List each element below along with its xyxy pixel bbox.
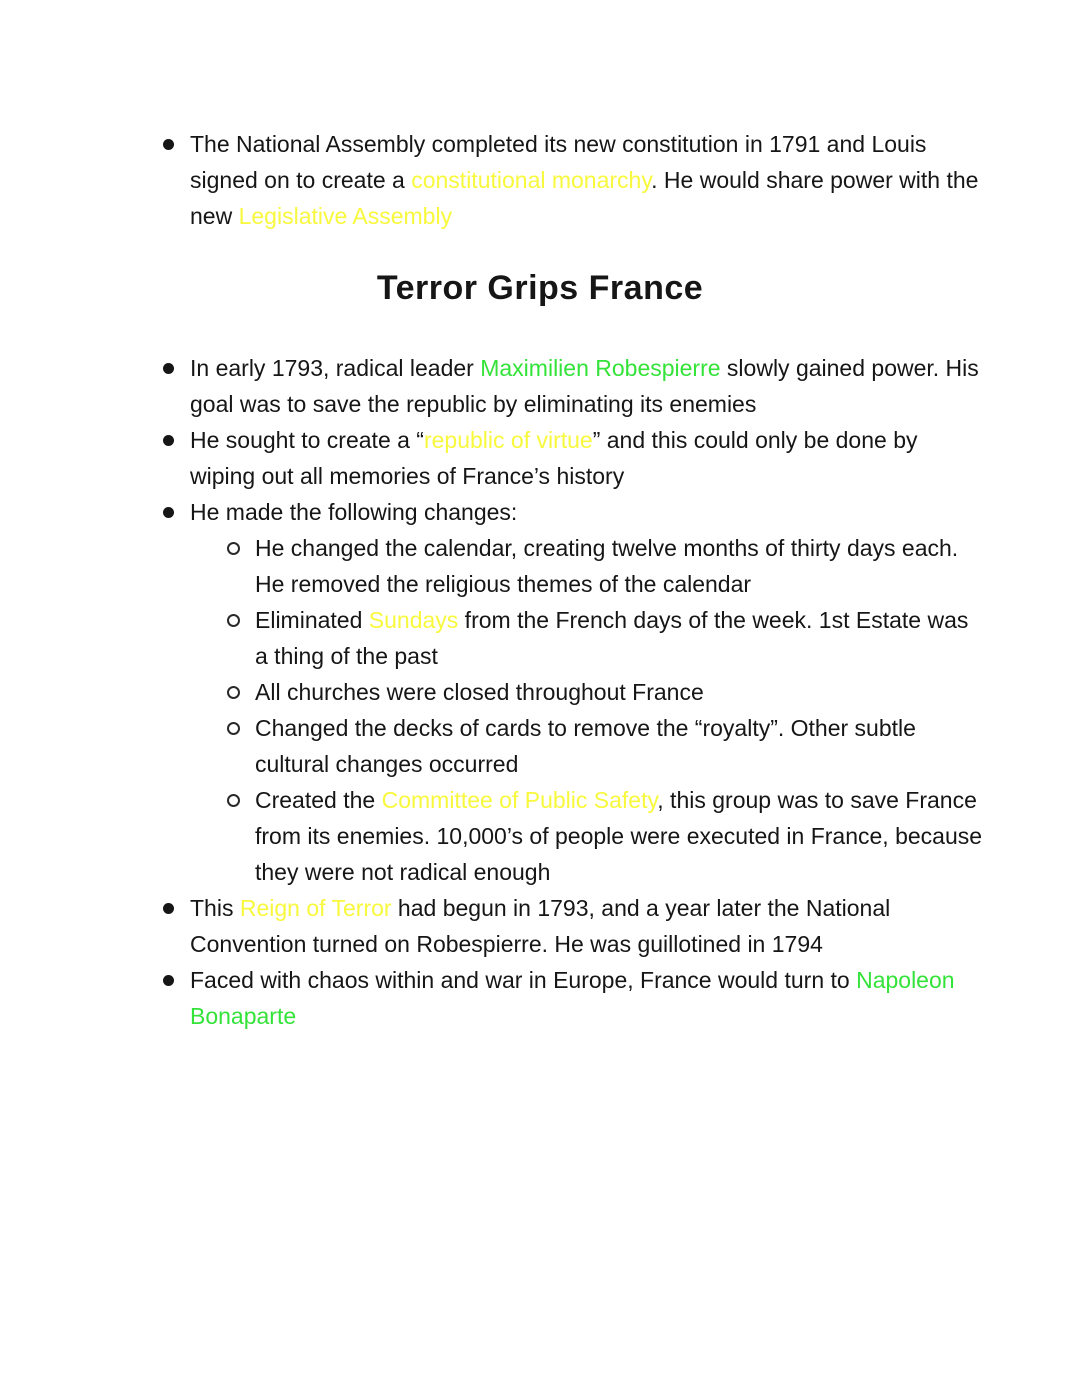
bullet-text bbox=[190, 962, 984, 1034]
text-run: This bbox=[190, 895, 240, 921]
highlighted-term: Legislative Assembly bbox=[238, 203, 453, 229]
filled-bullet-glyph bbox=[163, 903, 174, 914]
text-run: Faced with chaos within and war in Europe, France would turn to bbox=[190, 967, 857, 993]
bullet-text bbox=[190, 350, 984, 422]
highlighted-term: republic of virtue bbox=[423, 427, 593, 453]
filled-bullet-icon bbox=[163, 126, 190, 234]
text-run: In early 1793, radical leader bbox=[190, 355, 481, 381]
highlighted-term: Sundays bbox=[368, 607, 459, 633]
hollow-bullet-glyph bbox=[227, 614, 240, 627]
highlighted-term: Napoleon Bonaparte bbox=[190, 967, 955, 1029]
sub-bullet-item bbox=[227, 602, 984, 674]
hollow-bullet-icon bbox=[227, 530, 255, 602]
hollow-bullet-icon bbox=[227, 710, 255, 782]
bullet-item bbox=[163, 494, 984, 530]
hollow-bullet-glyph bbox=[227, 794, 240, 807]
section-title bbox=[0, 264, 1080, 312]
bullet-text bbox=[190, 126, 984, 234]
hollow-bullet-glyph bbox=[227, 542, 240, 555]
bullet-item bbox=[163, 962, 984, 1034]
text-run: Created the bbox=[255, 787, 382, 813]
bullet-item bbox=[163, 350, 984, 422]
sub-bullet-item bbox=[227, 674, 984, 710]
hollow-bullet-icon bbox=[227, 602, 255, 674]
hollow-bullet-glyph bbox=[227, 722, 240, 735]
filled-bullet-icon bbox=[163, 494, 190, 530]
hollow-bullet-icon bbox=[227, 782, 255, 890]
bullet-text bbox=[190, 422, 984, 494]
bullet-text bbox=[190, 494, 984, 530]
hollow-bullet-glyph bbox=[227, 686, 240, 699]
text-run: He changed the calendar, creating twelve months of thirty days each. He removed the religious themes of the calendar bbox=[255, 535, 959, 597]
text-run: Terror Grips France bbox=[376, 269, 704, 307]
document-body bbox=[0, 126, 1080, 1034]
bullet-item bbox=[163, 126, 984, 234]
text-run: slowly gained power. His goal was to save the republic by eliminating its enemies bbox=[190, 355, 979, 417]
text-run: The National Assembly completed its new constitution in 1791 and Louis signed on to create a bbox=[190, 131, 927, 193]
text-run: ” and this could only be done by wiping out all memories of France’s history bbox=[190, 427, 918, 489]
sub-bullet-item bbox=[227, 782, 984, 890]
bullet-text bbox=[255, 530, 984, 602]
text-run: He made the following changes: bbox=[190, 499, 518, 525]
text-run: from the French days of the week. 1st Estate was a thing of the past bbox=[255, 607, 969, 669]
bullet-text bbox=[255, 674, 984, 710]
bullet-text bbox=[255, 782, 984, 890]
bullet-item bbox=[163, 422, 984, 494]
highlighted-term: Reign of Terror bbox=[239, 895, 392, 921]
bullet-text bbox=[255, 602, 984, 674]
sub-bullet-item bbox=[227, 530, 984, 602]
filled-bullet-glyph bbox=[163, 363, 174, 374]
filled-bullet-icon bbox=[163, 422, 190, 494]
filled-bullet-glyph bbox=[163, 435, 174, 446]
text-run: Changed the decks of cards to remove the “royalty”. Other subtle cultural changes occurred bbox=[255, 715, 916, 777]
text-run: . He would share power with the new bbox=[190, 167, 979, 229]
filled-bullet-glyph bbox=[163, 139, 174, 150]
text-run: Eliminated bbox=[255, 607, 369, 633]
filled-bullet-icon bbox=[163, 890, 190, 962]
highlighted-term: Committee of Public Safety bbox=[381, 787, 658, 813]
filled-bullet-icon bbox=[163, 962, 190, 1034]
bullet-item bbox=[163, 890, 984, 962]
hollow-bullet-icon bbox=[227, 674, 255, 710]
highlighted-term: constitutional monarchy bbox=[411, 167, 652, 193]
text-run: , this group was to save France from its enemies. 10,000’s of people were executed in France, because they were not radical enough bbox=[255, 787, 983, 885]
text-run: He sought to create a “ bbox=[190, 427, 424, 453]
text-run: All churches were closed throughout France bbox=[255, 679, 704, 705]
bullet-text bbox=[190, 890, 984, 962]
bullet-text bbox=[255, 710, 984, 782]
highlighted-term: Maximilien Robespierre bbox=[480, 355, 721, 381]
filled-bullet-glyph bbox=[163, 975, 174, 986]
text-run: had begun in 1793, and a year later the National Convention turned on Robespierre. He was guillotined in 1794 bbox=[190, 895, 891, 957]
filled-bullet-icon bbox=[163, 350, 190, 422]
filled-bullet-glyph bbox=[163, 507, 174, 518]
sub-bullet-item bbox=[227, 710, 984, 782]
